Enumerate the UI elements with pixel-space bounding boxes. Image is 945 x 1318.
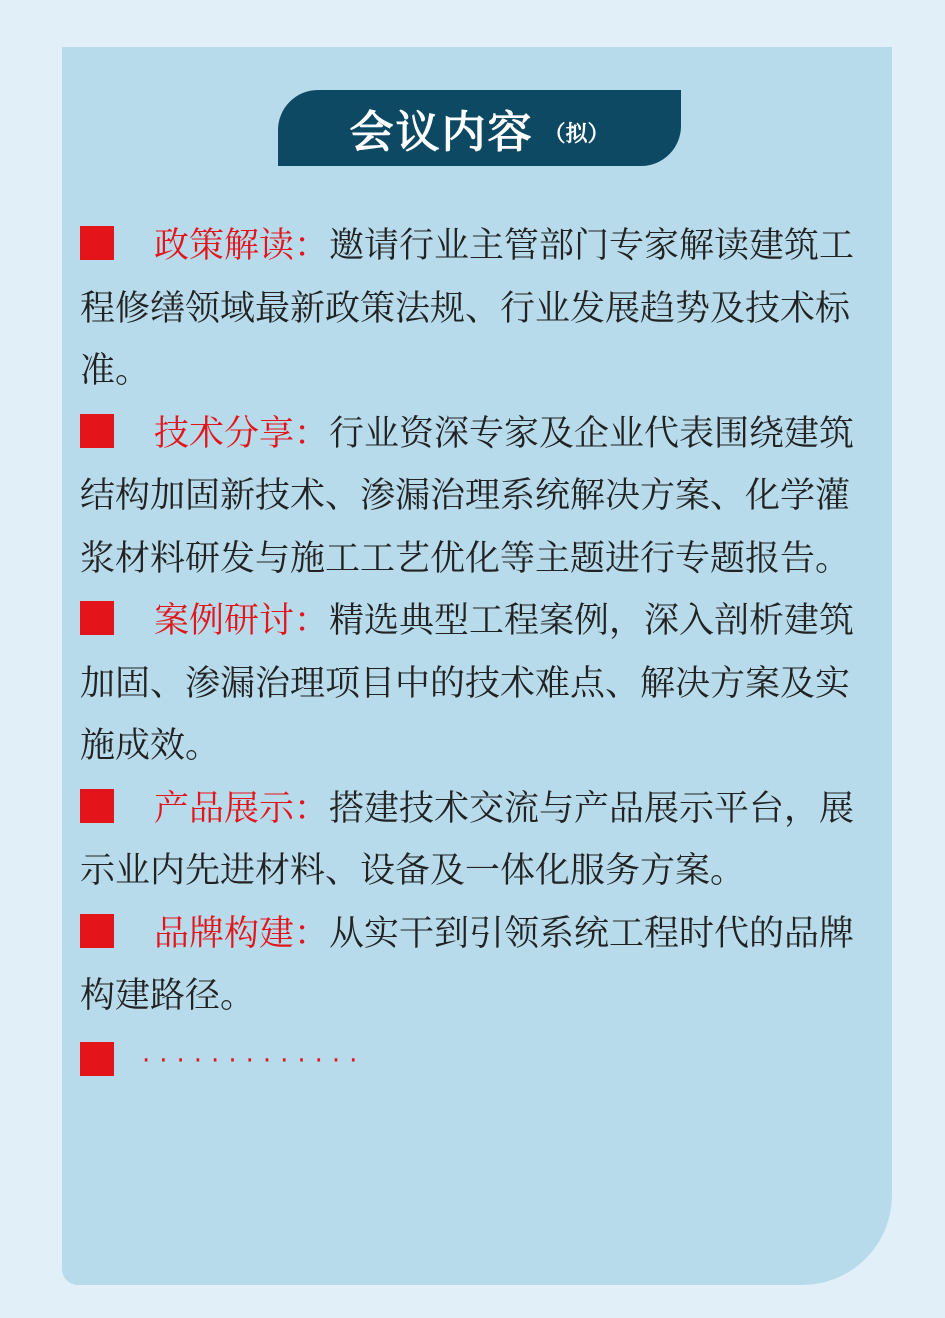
ellipsis-dots: ·············: [142, 1046, 367, 1077]
agenda-item-label: 品牌构建：: [154, 913, 330, 954]
agenda-item-label: 政策解读：: [154, 226, 330, 266]
agenda-item-case-study: [80, 590, 870, 778]
red-square-bullet-icon: [80, 789, 114, 823]
red-square-bullet-icon: [80, 1042, 114, 1076]
agenda-item-label: 技术分享：: [154, 413, 330, 454]
agenda-item-tech-sharing: [80, 403, 870, 591]
red-square-bullet-icon: [80, 914, 114, 948]
agenda-item-product-show: [80, 778, 870, 903]
red-square-bullet-icon: [80, 601, 114, 635]
agenda-item-label: 案例研讨：: [154, 601, 330, 641]
agenda-list: [80, 215, 870, 1090]
agenda-item-text: 邀请行业主管部门专家解读建筑工程修缮领域最新政策法规、行业发展趋势及技术标准。: [80, 226, 855, 391]
agenda-item-label: 产品展示：: [154, 788, 330, 829]
section-subtitle: （拟）: [543, 121, 610, 147]
section-title: 会议内容: [349, 107, 534, 158]
agenda-item-policy: [80, 215, 870, 403]
agenda-item-text: 搭建技术交流与产品展示平台，展示业内先进材料、设备及一体化服务方案。: [80, 788, 855, 891]
agenda-item-brand: [80, 903, 870, 1028]
agenda-item-text: 行业资深专家及企业代表围绕建筑结构加固新技术、渗漏治理系统解决方案、化学灌浆材料研发与施工工艺优化等主题进行专题报告。: [80, 413, 855, 579]
agenda-item-more: [80, 1028, 870, 1090]
section-title-tab: [278, 90, 681, 166]
red-square-bullet-icon: [80, 414, 114, 448]
red-square-bullet-icon: [80, 226, 114, 260]
agenda-item-text: 精选典型工程案例，深入剖析建筑加固、渗漏治理项目中的技术难点、解决方案及实施成效。: [80, 601, 855, 766]
agenda-item-text: 从实干到引领系统工程时代的品牌构建路径。: [80, 913, 855, 1016]
